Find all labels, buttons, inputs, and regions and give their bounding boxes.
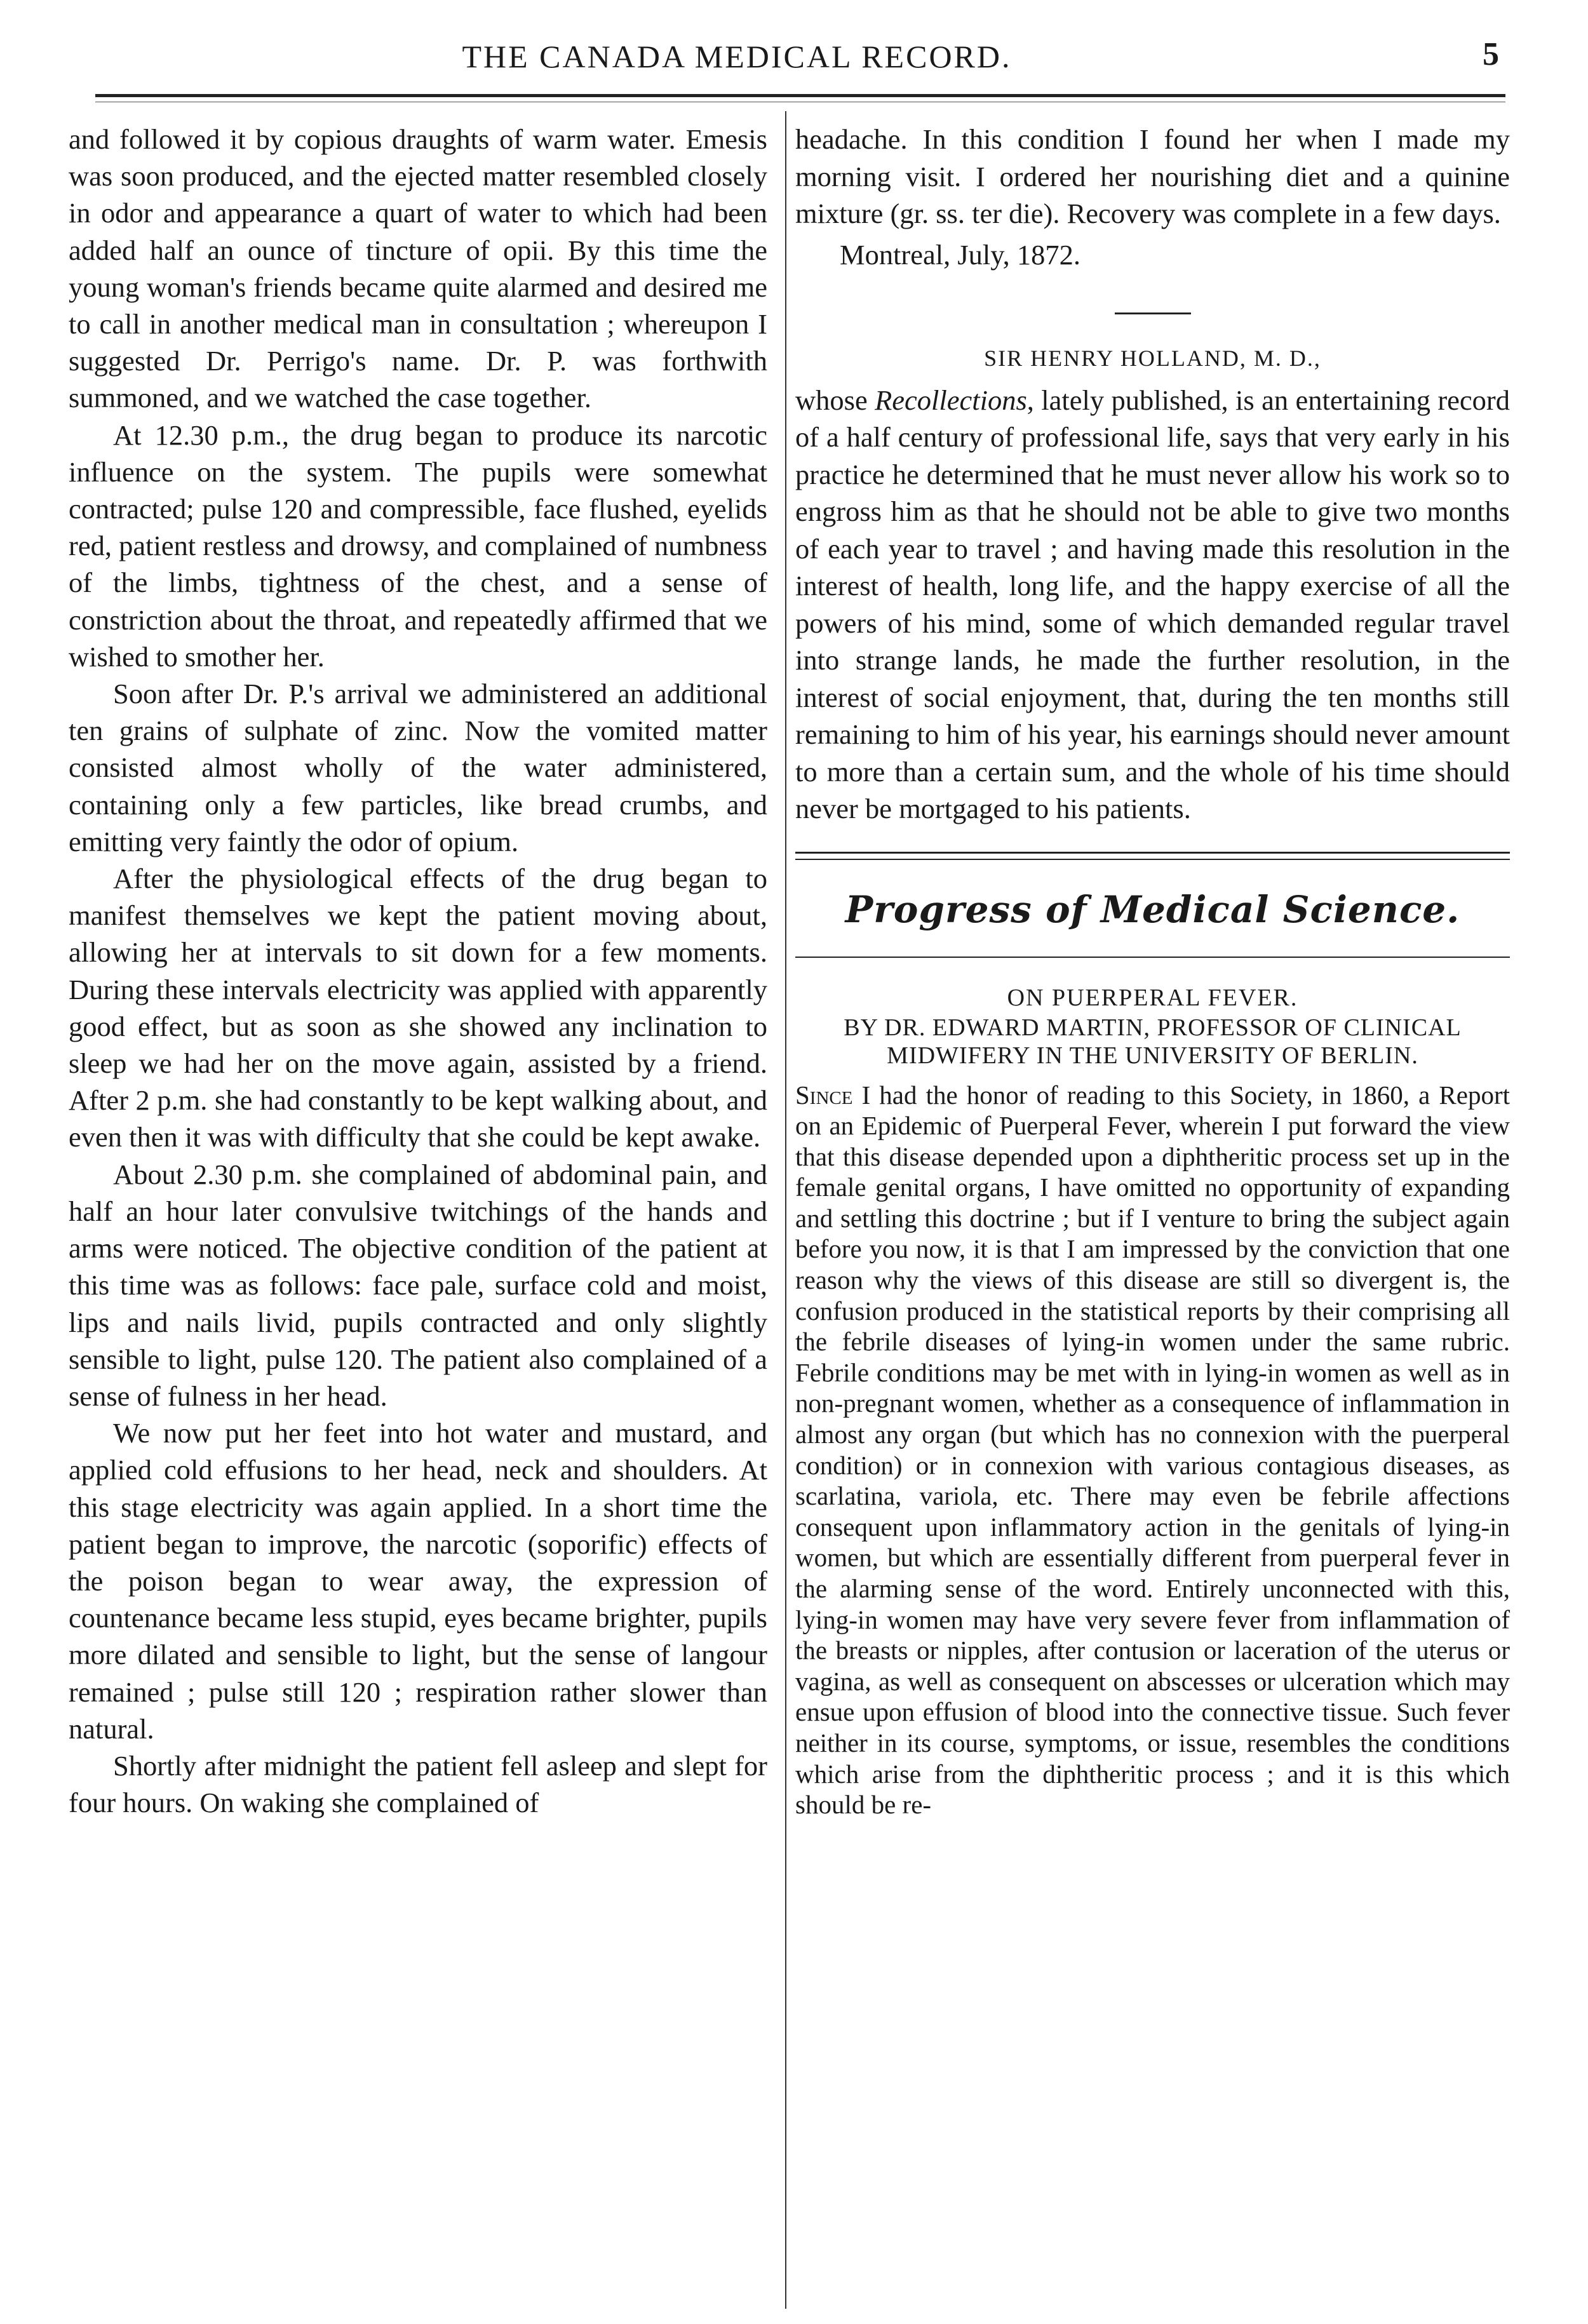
right-column [795, 121, 1510, 1820]
paragraph: After the physiological effects of the drug began to manifest themselves we kept the patient moving about, allowing her at intervals to sit down for a few moments. During these intervals electricity was applied with apparently good effect, but as soon as she showed any inclination to sleep we had her on the move again, assisted by a friend. After 2 p.m. she had constantly to be kept walking about, and even then it was with difficulty that she could be kept awake. [69, 863, 767, 1153]
page-number: 5 [1483, 36, 1499, 72]
running-head: THE CANADA MEDICAL RECORD. [462, 39, 1012, 74]
header-rule [95, 94, 1505, 97]
article-body: Since I had the honor of reading to this Society, in 1860, a Report on an Epidemic of Puerperal Fever, wherein I put forward the view that this disease depended upon a diphtheritic process set up in the female genital organs, I have omitted no opportunity of expanding and settling this doctrine ; but if I venture to bring the subject again before you now, it is that I am impressed by the conviction that one reason why the views of this disease are still so divergent is, the confusion produced in the statistical reports by their comprising all the febrile diseases of lying-in women under the same rubric. Febrile conditions may be met with in lying-in women as well as in non-pregnant women, whether as a consequence of inflammation in almost any organ (but which has no connexion with the puerperal condition) or in connexion with various contagious diseases, as scarlatina, variola, etc. There may even be febrile affections consequent upon inflammatory action in the genitals of lying-in women, but which are essentially different from puerperal fever in the alarming sense of the word. Entirely unconnected with this, lying-in women may have very severe fever from inflammation of the breasts or nipples, after contusion or laceration of the uterus or vagina, as well as consequent on abscesses or ulceration which may ensue upon effusion of blood into the connective tissue. Such fever neither in its course, symptoms, or issue, resembles the conditions which arise from the diphtheritic process ; and it is this which should be re- [795, 1080, 1510, 1820]
article-title: ON PUERPERAL FEVER. [1007, 984, 1298, 1011]
paragraph: and followed it by copious draughts of warm water. Emesis was soon produced, and the ejected matter resembled closely in odor and appearance a quart of water to which had been added half an ounce of tincture of opii. By this time the young woman's friends became quite alarmed and desired me to call in another medical man in consultation ; whereupon I suggested Dr. Perrigo's name. Dr. P. was forthwith summoned, and we watched the case together. [69, 123, 767, 414]
dateline: Montreal, July, 1872. [840, 238, 1081, 271]
paragraph: Soon after Dr. P.'s arrival we administered an additional ten grains of sulphate of zinc. Now the vomited matter consisted almost wholly of the water administered, containing only a few particles, like bread crumbs, and emitting very faintly the odor of opium. [69, 678, 767, 857]
byline: BY DR. EDWARD MARTIN, PROFESSOR OF CLINICAL MIDWIFERY IN THE UNIVERSITY OF BERLIN. [844, 1014, 1462, 1069]
section-rule-thin [795, 859, 1510, 860]
paragraph: About 2.30 p.m. she complained of abdominal pain, and half an hour later convulsive twitchings of the hands and arms were noticed. The objective condition of the patient at this time was as follows: face pale, surface cold and moist, lips and nails livid, pupils contracted and only slightly sensible to light, pulse 120. The patient also complained of a sense of fulness in her head. [69, 1158, 767, 1412]
section-rule [795, 852, 1510, 854]
paragraph: We now put her feet into hot water and mustard, and applied cold effusions to her head, neck and shoulders. At this stage electricity was again applied. In a short time the patient began to improve, the narcotic (soporific) effects of the poison began to wear away, the expression of countenance became less stupid, eyes became brighter, pupils more dilated and sensible to light, but the sense of langour remained ; pulse still 120 ; respiration rather slower than natural. [69, 1417, 767, 1745]
short-rule [1115, 312, 1191, 314]
section-title: Progress of Medical Science. [845, 887, 1460, 931]
holland-heading: SIR HENRY HOLLAND, M. D., [984, 345, 1321, 371]
paragraph: At 12.30 p.m., the drug began to produce its narcotic influence on the system. The pupils were somewhat contracted; pulse 120 and compressible, face flushed, eyelids red, patient restless and drowsy, and complained of numbness of the limbs, tightness of the chest, and a sense of constriction about the throat, and repeatedly affirmed that we wished to smother her. [69, 419, 767, 673]
paragraph: headache. In this condition I found her when I made my morning visit. I ordered her nourishing diet and a quinine mixture (gr. ss. ter die). Recovery was complete in a few days. [795, 123, 1510, 229]
left-column [69, 121, 767, 1821]
paragraph: Shortly after midnight the patient fell asleep and slept for four hours. On waking she complained of [69, 1749, 767, 1819]
section-title-rule [795, 957, 1510, 958]
column-divider [785, 111, 786, 2309]
holland-paragraph: whose Recollections, lately published, is an entertaining record of a half century of professional life, says that very early in his practice he determined that he must never allow his work so to engross him as that he should not be able to give two months of each year to travel ; and having made this resolution in the interest of health, long life, and the happy exercise of all the powers of his mind, some of which demanded regular travel into strange lands, he made the further resolution, in the interest of social enjoyment, that, during the ten months still remaining to him of his year, his earnings should never amount to more than a certain sum, and the whole of his time should never be mortgaged to his patients. [795, 384, 1510, 824]
book-title: Recollections [875, 384, 1027, 416]
lead-word: Since [795, 1080, 853, 1110]
